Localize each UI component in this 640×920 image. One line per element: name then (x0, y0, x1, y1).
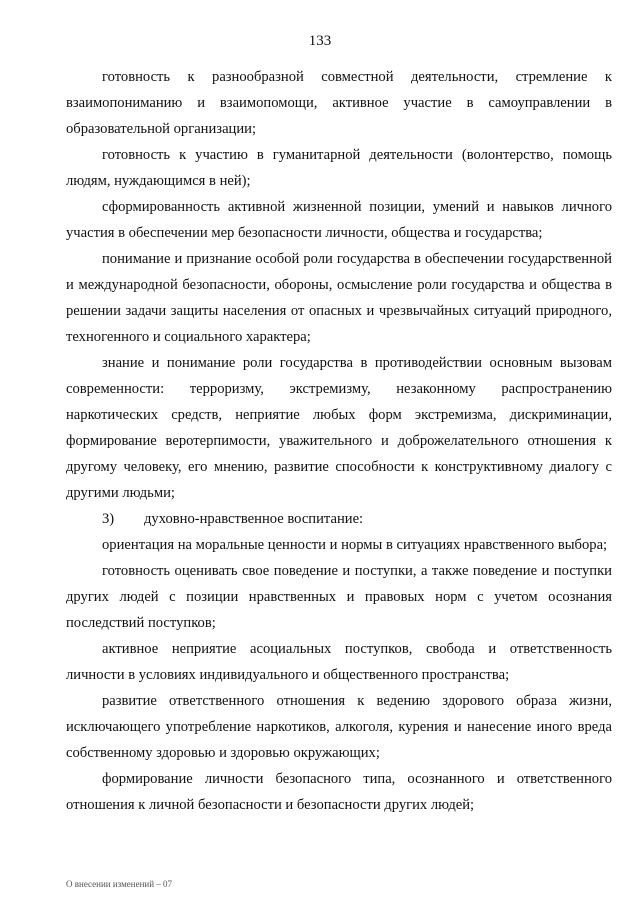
footer-note: О внесении изменений – 07 (66, 879, 173, 889)
paragraph: активное неприятие асоциальных поступков, свобода и ответственность личности в условиях индивидуального и общественного пространства; (66, 641, 612, 683)
paragraph: понимание и признание особой роли государства в обеспечении государственной и международной безопасности, обороны, осмысление роли государства и общества в решении задачи защиты населения от опасных и чрезвычайных ситуаций природного, техногенного и социального характера; (66, 251, 612, 345)
section-heading (66, 506, 612, 532)
paragraph: ориентация на моральные ценности и нормы в ситуациях нравственного выбора; (102, 537, 608, 553)
paragraph: готовность оценивать свое поведение и поступки, а также поведение и поступки других людей с позиции нравственных и правовых норм с учетом осознания последствий поступков; (66, 563, 612, 631)
paragraph: готовность к разнообразной совместной деятельности, стремление к взаимопониманию и взаимопомощи, активное участие в самоуправлении в образовательной организации; (66, 69, 612, 137)
paragraph: сформированность активной жизненной позиции, умений и навыков личного участия в обеспечении мер безопасности личности, общества и государства; (66, 199, 612, 241)
page-number: 133 (308, 33, 332, 49)
paragraph: формирование личности безопасного типа, осознанного и ответственного отношения к личной безопасности и безопасности других людей; (66, 771, 612, 813)
section-title: духовно-нравственное воспитание: (144, 511, 364, 527)
section-number: 3) (102, 511, 115, 527)
paragraph: готовность к участию в гуманитарной деятельности (волонтерство, помощь людям, нуждающимся в ней); (66, 147, 612, 189)
document-body (66, 64, 612, 818)
paragraph: знание и понимание роли государства в противодействии основным вызовам современности: терроризму, экстремизму, незаконному распространению наркотических средств, неприятие любых форм экстремизма, дискриминации, формирование веротерпимости, уважительного и доброжелательного отношения к другому человеку, его мнению, развитие способности к конструктивному диалогу с другими людьми; (66, 355, 612, 501)
paragraph: развитие ответственного отношения к ведению здорового образа жизни, исключающего употребление наркотиков, алкоголя, курения и нанесение иного вреда собственному здоровью и здоровью окружающих; (66, 693, 612, 761)
